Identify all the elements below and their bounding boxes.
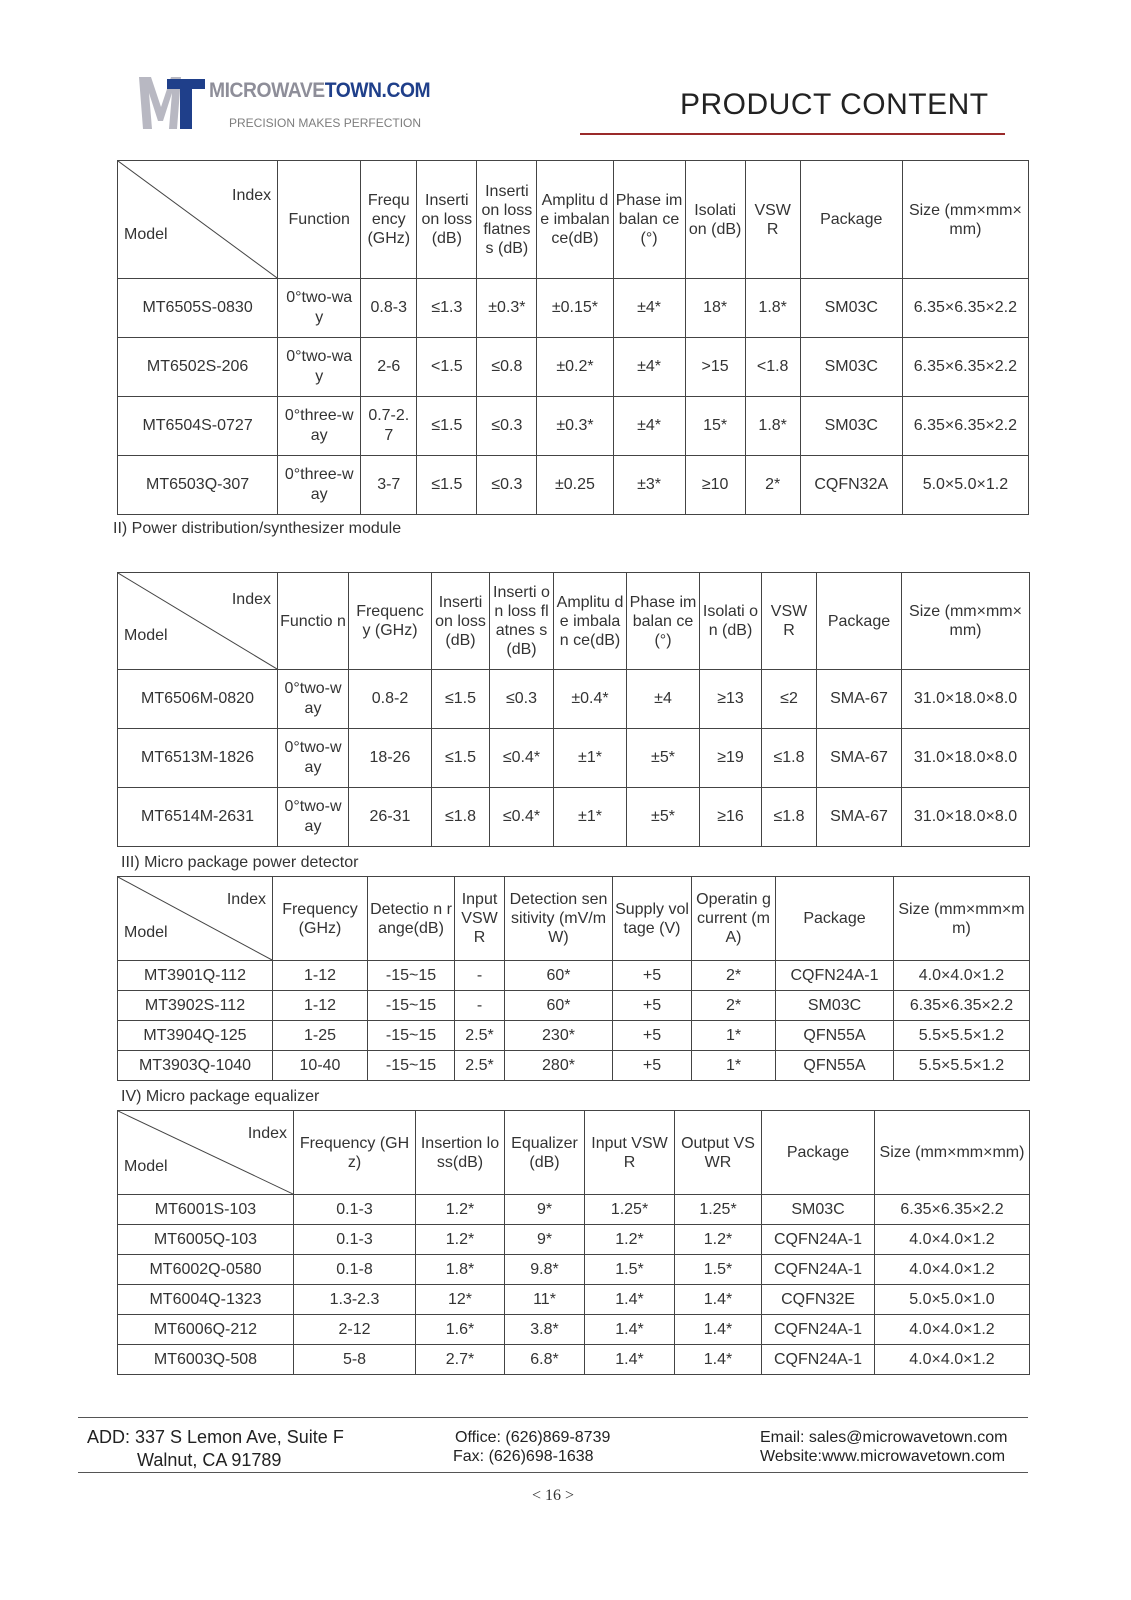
table-cell: ≥10 [685,456,745,515]
table-cell: +5 [613,1021,692,1051]
table-cell: 1-25 [273,1021,368,1051]
table-cell: SM03C [800,397,902,456]
table-cell: 6.35×6.35×2.2 [902,397,1028,456]
table-cell: 0°two-w ay [278,729,349,788]
table-cell: 5.0×5.0×1.2 [902,456,1028,515]
table-cell: 0.8-2 [349,670,432,729]
table-cell: 2-6 [361,338,417,397]
table-cell: 5.0×5.0×1.0 [875,1285,1030,1315]
table-cell: 1.6* [416,1315,505,1345]
corner-index-label: Index [231,591,271,609]
table-row [118,1285,1030,1315]
table-cell: ±0.2* [537,338,613,397]
table-cell: 2* [692,961,776,991]
table-cell: ±0.15* [537,279,613,338]
mt-logo-mark [137,73,207,133]
column-header: Package [800,161,902,279]
table-cell: 0°three-w ay [278,397,361,456]
column-header: Input VSW R [455,877,505,961]
table-header-row [118,877,1030,961]
power-distribution-table [117,572,1030,847]
column-header: Equalizer (dB) [505,1111,585,1195]
table-cell: CQFN24A-1 [762,1315,875,1345]
table-cell: ≥13 [700,670,762,729]
table-cell: 0°three-w ay [278,456,361,515]
table-cell: ≤0.3 [490,670,554,729]
corner-model-label: Model [124,626,168,644]
table-cell: 1.5* [675,1255,762,1285]
table-cell: 1.8* [745,279,800,338]
column-header: Frequency (GHz) [294,1111,416,1195]
table-cell: 1.2* [675,1225,762,1255]
table-cell: 0.1-3 [294,1225,416,1255]
table-cell: ±4* [613,279,685,338]
table-cell: +5 [613,1051,692,1081]
table-row [118,456,1029,515]
table-cell: CQFN32A [800,456,902,515]
table-cell: 9* [505,1225,585,1255]
table-row [118,279,1029,338]
table-cell: 1.3-2.3 [294,1285,416,1315]
table-cell: 1* [692,1021,776,1051]
table-cell: 1.8* [745,397,800,456]
table-cell: ±5* [627,788,700,847]
table-cell: 12* [416,1285,505,1315]
table-cell: CQFN24A-1 [776,961,894,991]
table-header-row [118,161,1029,279]
table-cell: 1.4* [675,1315,762,1345]
table-cell: - [455,991,505,1021]
table-cell: 60* [505,991,613,1021]
model-cell: MT6002Q-0580 [118,1255,294,1285]
table-cell: 60* [505,961,613,991]
table-header-row [118,573,1030,670]
table-cell: -15~15 [368,1021,455,1051]
column-header: Amplitu de imbalan ce(dB) [537,161,613,279]
corner-index-label: Index [232,187,272,205]
table-cell: 1.2* [585,1225,675,1255]
model-cell: MT3903Q-1040 [118,1051,273,1081]
table-cell: CQFN24A-1 [762,1345,875,1375]
table-cell: 1.4* [675,1345,762,1375]
table-cell: ±0.3* [537,397,613,456]
table-cell: ±0.4* [554,670,627,729]
column-header: Isolati on (dB) [685,161,745,279]
power-divider-table [117,160,1029,515]
table-cell: ±1* [554,729,627,788]
table-cell: 4.0×4.0×1.2 [894,961,1030,991]
corner-header [118,573,278,670]
column-header: Phase imbalan ce(°) [613,161,685,279]
table-cell: ≤0.3 [477,397,537,456]
table-cell: QFN55A [776,1051,894,1081]
table-cell: 6.8* [505,1345,585,1375]
model-cell: MT6513M-1826 [118,729,278,788]
table-cell: 4.0×4.0×1.2 [875,1255,1030,1285]
section-title: II) Power distribution/synthesizer module [113,520,402,537]
website-address: Website:www.microwavetown.com [760,1448,1006,1465]
table-cell: 4.0×4.0×1.2 [875,1225,1030,1255]
table-cell: CQFN24A-1 [762,1225,875,1255]
email-address: Email: sales@microwavetown.com [760,1429,1008,1446]
table-cell: 1.4* [585,1315,675,1345]
table-cell: <1.8 [745,338,800,397]
column-header: Phase imbalan ce(°) [627,573,700,670]
model-cell: MT6003Q-508 [118,1345,294,1375]
table-cell: 15* [685,397,745,456]
table-row [118,961,1030,991]
table-cell: 5.5×5.5×1.2 [894,1021,1030,1051]
table-cell: ≤1.5 [417,397,477,456]
model-cell: MT6006Q-212 [118,1315,294,1345]
model-cell: MT6503Q-307 [118,456,278,515]
column-header: Size (mm×mm×mm) [894,877,1030,961]
table-cell: ±0.3* [477,279,537,338]
column-header: VSW R [745,161,800,279]
table-cell: <1.5 [417,338,477,397]
column-header: Size (mm×mm×mm) [902,573,1030,670]
column-header: Package [817,573,902,670]
column-header: Amplitu de imbalan ce(dB) [554,573,627,670]
table-cell: 0.8-3 [361,279,417,338]
table-cell: 18* [685,279,745,338]
table-row [118,1345,1030,1375]
table-cell: ±0.25 [537,456,613,515]
column-header: Package [762,1111,875,1195]
column-header: Frequenc y (GHz) [349,573,432,670]
table-cell: ≤1.3 [417,279,477,338]
table-cell: ≤2 [762,670,817,729]
table-cell: 0°two-w ay [278,670,349,729]
column-header: Inserti on loss flatnes s (dB) [490,573,554,670]
table-cell: ≤1.8 [762,729,817,788]
table-cell: 6.35×6.35×2.2 [894,991,1030,1021]
footer-divider-top [78,1417,1028,1418]
address-line-2: Walnut, CA 91789 [137,1450,282,1470]
model-cell: MT6005Q-103 [118,1225,294,1255]
table-cell: 2* [692,991,776,1021]
table-cell: 1.2* [416,1225,505,1255]
table-cell: 2* [745,456,800,515]
table-cell: ±1* [554,788,627,847]
table-cell: SM03C [762,1195,875,1225]
table-cell: ≤0.4* [490,729,554,788]
table-cell: 4.0×4.0×1.2 [875,1315,1030,1345]
column-header: Inserti on loss (dB) [417,161,477,279]
table-cell: 1.4* [675,1285,762,1315]
table-cell: 26-31 [349,788,432,847]
model-cell: MT6504S-0727 [118,397,278,456]
title-underline [580,133,1005,135]
table-cell: 31.0×18.0×8.0 [902,670,1030,729]
table-cell: ≥19 [700,729,762,788]
table-cell: -15~15 [368,991,455,1021]
table-cell: 1-12 [273,961,368,991]
table-row [118,729,1030,788]
table-cell: ±5* [627,729,700,788]
corner-index-label: Index [247,1124,287,1142]
table-cell: 1.25* [585,1195,675,1225]
table-cell: 1.8* [416,1255,505,1285]
table-cell: ≤0.4* [490,788,554,847]
table-cell: 1.2* [416,1195,505,1225]
table-cell: 18-26 [349,729,432,788]
column-header: Size (mm×mm×mm) [902,161,1028,279]
model-cell: MT6505S-0830 [118,279,278,338]
table-cell: ±4* [613,338,685,397]
model-cell: MT6506M-0820 [118,670,278,729]
page-number: < 16 > [531,1487,575,1504]
column-header: Inserti on loss (dB) [432,573,490,670]
table-cell: ≤1.5 [417,456,477,515]
page-title: PRODUCT CONTENT [680,88,989,121]
table-row [118,1255,1030,1285]
column-header: Function [278,161,361,279]
corner-header [118,161,278,279]
table-cell: 0.1-8 [294,1255,416,1285]
section-title: III) Micro package power detector [121,854,359,871]
corner-index-label: Index [226,890,266,908]
table-cell: ≥16 [700,788,762,847]
company-logo [137,73,437,135]
table-cell: ≤1.5 [432,670,490,729]
table-cell: ±3* [613,456,685,515]
power-detector-table [117,876,1030,1081]
table-cell: 4.0×4.0×1.2 [875,1345,1030,1375]
column-header: Package [776,877,894,961]
column-header: Size (mm×mm×mm) [875,1111,1030,1195]
column-header: Supply voltage (V) [613,877,692,961]
table-cell: 3-7 [361,456,417,515]
table-cell: 6.35×6.35×2.2 [902,279,1028,338]
table-cell: 2.5* [455,1051,505,1081]
table-cell: CQFN24A-1 [762,1255,875,1285]
table-header-row [118,1111,1030,1195]
table-cell: ≤0.8 [477,338,537,397]
table-cell: >15 [685,338,745,397]
table-row [118,338,1029,397]
table-cell: +5 [613,961,692,991]
table-cell: 5-8 [294,1345,416,1375]
table-cell: 2.5* [455,1021,505,1051]
table-cell: - [455,961,505,991]
table-cell: 31.0×18.0×8.0 [902,788,1030,847]
table-cell: 280* [505,1051,613,1081]
table-cell: SMA-67 [817,729,902,788]
equalizer-table [117,1110,1030,1375]
footer-divider-bottom [78,1472,1028,1473]
table-cell: 0°two-wa y [278,338,361,397]
table-cell: 0.7-2. 7 [361,397,417,456]
table-cell: -15~15 [368,1051,455,1081]
table-cell: 1.5* [585,1255,675,1285]
column-header: Output VSWR [675,1111,762,1195]
table-cell: +5 [613,991,692,1021]
table-cell: 9.8* [505,1255,585,1285]
table-row [118,1315,1030,1345]
table-row [118,1195,1030,1225]
section-title: IV) Micro package equalizer [121,1088,320,1105]
column-header: Functio n [278,573,349,670]
table-cell: 0°two-wa y [278,279,361,338]
table-row [118,1021,1030,1051]
model-cell: MT3901Q-112 [118,961,273,991]
address-line-1: ADD: 337 S Lemon Ave, Suite F [87,1427,344,1447]
corner-header [118,1111,294,1195]
table-row [118,991,1030,1021]
table-row [118,670,1030,729]
model-cell: MT6502S-206 [118,338,278,397]
table-cell: SM03C [776,991,894,1021]
corner-header [118,877,273,961]
column-header: Operatin g current (mA) [692,877,776,961]
table-cell: 0°two-w ay [278,788,349,847]
table-cell: 1.25* [675,1195,762,1225]
table-cell: 9* [505,1195,585,1225]
table-cell: SMA-67 [817,670,902,729]
brand-name: MICROWAVETOWN.COM [209,79,431,102]
table-cell: SM03C [800,279,902,338]
model-cell: MT6004Q-1323 [118,1285,294,1315]
column-header: Inserti on loss flatnes s (dB) [477,161,537,279]
column-header: Isolati on (dB) [700,573,762,670]
table-cell: 1-12 [273,991,368,1021]
table-cell: ±4 [627,670,700,729]
model-cell: MT3902S-112 [118,991,273,1021]
column-header: VSW R [762,573,817,670]
column-header: Insertion loss(dB) [416,1111,505,1195]
table-cell: 230* [505,1021,613,1051]
office-phone: Office: (626)869-8739 [455,1429,611,1446]
model-cell: MT3904Q-125 [118,1021,273,1051]
table-cell: 11* [505,1285,585,1315]
column-header: Detectio n range(dB) [368,877,455,961]
table-cell: SM03C [800,338,902,397]
table-cell: ≤1.8 [762,788,817,847]
fax-number: Fax: (626)698-1638 [453,1448,594,1465]
model-cell: MT6001S-103 [118,1195,294,1225]
table-cell: 1.4* [585,1285,675,1315]
corner-model-label: Model [124,1157,168,1175]
column-header: Detection sensitivity (mV/mW) [505,877,613,961]
table-cell: 1* [692,1051,776,1081]
table-row [118,1051,1030,1081]
column-header: Input VSWR [585,1111,675,1195]
table-cell: SMA-67 [817,788,902,847]
table-cell: ≤1.8 [432,788,490,847]
column-header: Frequ ency (GHz) [361,161,417,279]
table-row [118,397,1029,456]
table-cell: 3.8* [505,1315,585,1345]
table-cell: ±4* [613,397,685,456]
table-cell: 2.7* [416,1345,505,1375]
model-cell: MT6514M-2631 [118,788,278,847]
table-cell: 6.35×6.35×2.2 [902,338,1028,397]
table-cell: 1.4* [585,1345,675,1375]
table-cell: 10-40 [273,1051,368,1081]
table-cell: 5.5×5.5×1.2 [894,1051,1030,1081]
table-cell: 2-12 [294,1315,416,1345]
brand-tagline: PRECISION MAKES PERFECTION [229,116,422,130]
column-header: Frequency (GHz) [273,877,368,961]
table-cell: 6.35×6.35×2.2 [875,1195,1030,1225]
table-cell: QFN55A [776,1021,894,1051]
table-row [118,1225,1030,1255]
table-cell: CQFN32E [762,1285,875,1315]
table-cell: -15~15 [368,961,455,991]
corner-model-label: Model [124,226,168,244]
table-cell: ≤1.5 [432,729,490,788]
table-cell: 31.0×18.0×8.0 [902,729,1030,788]
table-cell: 0.1-3 [294,1195,416,1225]
table-cell: ≤0.3 [477,456,537,515]
corner-model-label: Model [124,923,168,941]
table-row [118,788,1030,847]
